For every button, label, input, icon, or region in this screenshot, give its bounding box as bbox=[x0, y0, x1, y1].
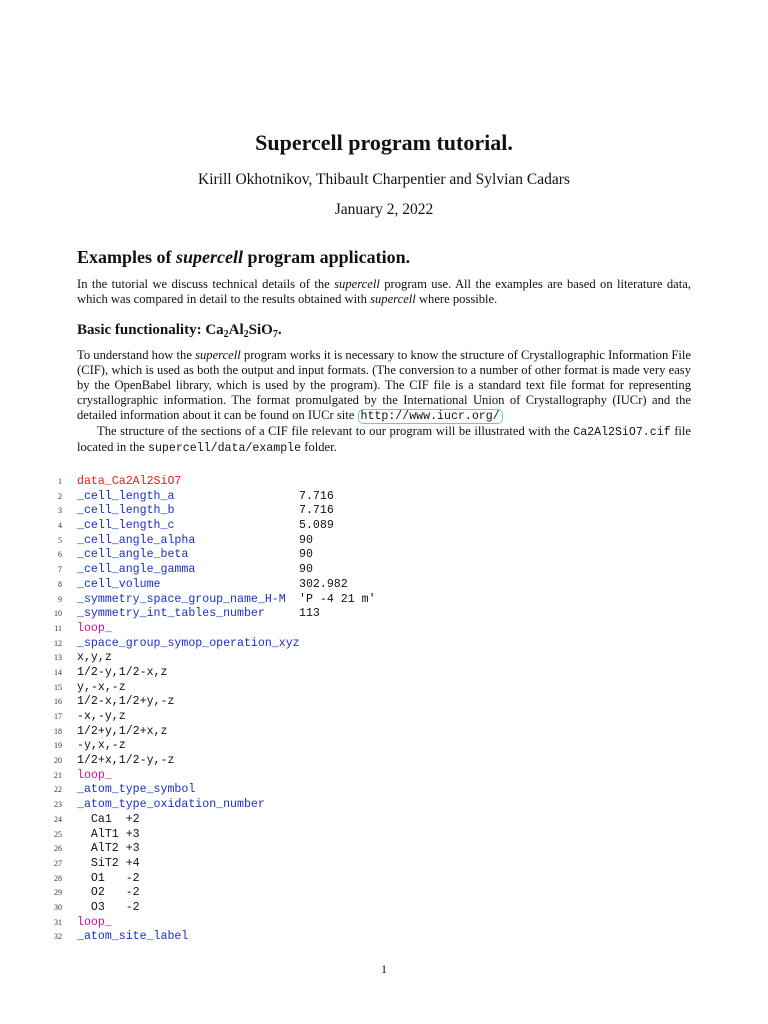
subsection-heading bbox=[77, 322, 282, 340]
line-number: 23 bbox=[54, 800, 62, 810]
code-key: O2 -2 bbox=[77, 886, 140, 900]
code-line bbox=[40, 563, 740, 578]
line-number: 25 bbox=[54, 829, 62, 839]
code-key: O3 -2 bbox=[77, 900, 140, 914]
line-number: 5 bbox=[58, 535, 62, 545]
code-key: _symmetry_space_group_name_H-M bbox=[77, 592, 286, 606]
iucr-link[interactable]: http://www.iucr.org/ bbox=[358, 409, 503, 424]
code-line bbox=[40, 666, 740, 681]
authors: Kirill Okhotnikov, Thibault Charpentier and Sylvian Cadars bbox=[198, 171, 570, 188]
line-number: 12 bbox=[54, 638, 62, 648]
body-italic: supercell bbox=[195, 348, 241, 362]
subsection-text: . bbox=[277, 322, 282, 338]
subsection-text: SiO bbox=[248, 322, 273, 338]
code-key: loop_ bbox=[77, 768, 112, 782]
code-line bbox=[40, 886, 740, 901]
line-number: 17 bbox=[54, 712, 62, 721]
code-line bbox=[40, 695, 740, 710]
line-number: 20 bbox=[54, 756, 62, 766]
subsection-text: Basic functionality: Ca bbox=[77, 322, 224, 338]
subscript: 7 bbox=[272, 329, 278, 340]
subscript: 2 bbox=[223, 329, 229, 340]
code-line bbox=[40, 769, 740, 784]
code-listing bbox=[40, 475, 740, 945]
body-text: folder. bbox=[301, 440, 337, 454]
example-folder-path: supercell/data/example bbox=[148, 442, 302, 455]
code-key: _cell_angle_beta bbox=[77, 548, 189, 562]
body-text: file located in the bbox=[77, 424, 691, 454]
code-line bbox=[40, 593, 740, 608]
line-number: 32 bbox=[54, 932, 62, 942]
intro-italic: supercell bbox=[370, 292, 416, 306]
date: January 2, 2022 bbox=[334, 201, 434, 218]
body-text: The structure of the sections of a CIF file relevant to our program will be illustrated with the bbox=[97, 424, 574, 438]
code-line bbox=[40, 916, 740, 931]
line-number: 16 bbox=[54, 697, 62, 707]
code-key: _atom_site_label bbox=[77, 930, 189, 944]
body-text: program works it is necessary to know the structure of Crystallographic Information File (CIF), which is used as both the output and input formats. (The conversion to a number of other format is made very easy by the OpenBabel library, which is used by the program). The CIF file is a standard text file format for representing crystallographic information. The format promulgated by the International Union of Crystallography (IUCr) and the detailed information about it can be found on IUCr site bbox=[77, 348, 691, 422]
code-key: AlT1 +3 bbox=[77, 827, 140, 841]
line-number: 9 bbox=[58, 594, 62, 604]
code-line bbox=[40, 637, 740, 652]
line-number: 7 bbox=[58, 565, 62, 575]
line-number: 26 bbox=[54, 844, 62, 854]
line-number: 1 bbox=[58, 477, 62, 486]
code-line bbox=[40, 783, 740, 798]
code-key: AlT2 +3 bbox=[77, 842, 140, 856]
code-key: 1/2-y,1/2-x,z bbox=[77, 665, 168, 679]
code-line bbox=[40, 813, 740, 828]
code-line bbox=[40, 842, 740, 857]
code-line bbox=[40, 798, 740, 813]
code-key: _cell_angle_alpha bbox=[77, 533, 196, 547]
line-number: 22 bbox=[54, 785, 62, 795]
code-line bbox=[40, 754, 740, 769]
code-key: x,y,z bbox=[77, 651, 112, 665]
section-heading-text: Examples of bbox=[77, 247, 176, 267]
code-key: _cell_length_b bbox=[77, 504, 175, 518]
line-number: 28 bbox=[54, 873, 62, 883]
code-key: _cell_volume bbox=[77, 577, 161, 591]
section-heading-text-end: program application. bbox=[243, 247, 411, 267]
body-text: To understand how the bbox=[77, 348, 196, 362]
code-key: 1/2+x,1/2-y,-z bbox=[77, 754, 175, 768]
code-line bbox=[40, 930, 740, 945]
code-value: 7.716 bbox=[299, 489, 334, 503]
code-line bbox=[40, 710, 740, 725]
code-key: 1/2+y,1/2+x,z bbox=[77, 724, 168, 738]
code-key: Ca1 +2 bbox=[77, 812, 140, 826]
code-line bbox=[40, 725, 740, 740]
line-number: 18 bbox=[54, 726, 62, 736]
code-line bbox=[40, 490, 740, 505]
intro-text: program use. All the examples are based on literature data, which was compared in detail to the results obtained with bbox=[77, 277, 692, 306]
line-number: 15 bbox=[54, 682, 62, 692]
line-number: 27 bbox=[54, 858, 62, 868]
code-key: O1 -2 bbox=[77, 871, 140, 885]
code-line bbox=[40, 607, 740, 622]
line-number: 24 bbox=[54, 814, 62, 824]
code-value: 90 bbox=[299, 563, 313, 577]
code-value: 5.089 bbox=[299, 519, 334, 533]
line-number: 30 bbox=[54, 902, 62, 912]
code-key: loop_ bbox=[77, 621, 112, 635]
line-number: 2 bbox=[58, 491, 62, 501]
code-line bbox=[40, 519, 740, 534]
line-number: 3 bbox=[58, 506, 62, 516]
code-line bbox=[40, 651, 740, 666]
section-heading bbox=[77, 247, 410, 268]
intro-text: where possible. bbox=[415, 292, 498, 306]
code-key: SiT2 +4 bbox=[77, 856, 140, 870]
code-key: _cell_length_c bbox=[77, 519, 175, 533]
code-value: 90 bbox=[299, 533, 313, 547]
line-number: 21 bbox=[54, 770, 62, 780]
page-number: 1 bbox=[381, 962, 387, 976]
code-line bbox=[40, 739, 740, 754]
subscript: 2 bbox=[243, 329, 249, 340]
line-number: 6 bbox=[58, 550, 62, 560]
code-key: _symmetry_int_tables_number bbox=[77, 607, 265, 621]
code-key: _space_group_symop_operation_xyz bbox=[77, 636, 300, 650]
line-number: 13 bbox=[54, 653, 62, 663]
code-line bbox=[40, 548, 740, 563]
code-line bbox=[40, 857, 740, 872]
document-title: Supercell program tutorial. bbox=[255, 130, 513, 155]
code-line bbox=[40, 622, 740, 637]
line-number: 31 bbox=[54, 917, 62, 927]
line-number: 11 bbox=[54, 623, 62, 633]
code-key: _atom_type_symbol bbox=[77, 783, 196, 797]
code-key: _cell_length_a bbox=[77, 489, 175, 503]
code-line bbox=[40, 578, 740, 593]
line-number: 4 bbox=[58, 521, 62, 531]
code-key: -y,x,-z bbox=[77, 739, 126, 753]
code-key: -x,-y,z bbox=[77, 710, 126, 723]
code-line bbox=[40, 504, 740, 519]
code-key: 1/2-x,1/2+y,-z bbox=[77, 695, 175, 709]
cif-filename: Ca2Al2SiO7.cif bbox=[573, 426, 671, 439]
intro-paragraph bbox=[77, 277, 691, 307]
code-line bbox=[40, 681, 740, 696]
code-key: _cell_angle_gamma bbox=[77, 563, 196, 577]
subsection-text: Al bbox=[228, 322, 244, 338]
line-number: 14 bbox=[54, 667, 62, 677]
code-key: loop_ bbox=[77, 915, 112, 929]
code-line bbox=[40, 534, 740, 549]
line-number: 29 bbox=[54, 888, 62, 898]
section-heading-italic: supercell bbox=[176, 247, 243, 267]
code-value: 90 bbox=[299, 548, 313, 562]
code-value: 'P -4 21 m' bbox=[299, 592, 376, 606]
intro-italic: supercell bbox=[334, 277, 380, 291]
line-number: 8 bbox=[58, 579, 62, 589]
code-line bbox=[40, 828, 740, 843]
line-number: 19 bbox=[54, 741, 62, 751]
code-value: 7.716 bbox=[299, 504, 334, 518]
code-value: 302.982 bbox=[299, 577, 348, 591]
code-line bbox=[40, 872, 740, 887]
code-value: 113 bbox=[299, 607, 320, 621]
code-line bbox=[40, 901, 740, 916]
body-paragraph bbox=[77, 348, 691, 456]
intro-text: In the tutorial we discuss technical details of the bbox=[77, 277, 335, 291]
code-key: data_Ca2Al2SiO7 bbox=[77, 475, 182, 488]
code-key: _atom_type_oxidation_number bbox=[77, 798, 265, 812]
line-number: 10 bbox=[54, 609, 62, 619]
code-line bbox=[40, 475, 740, 490]
code-key: y,-x,-z bbox=[77, 680, 126, 694]
